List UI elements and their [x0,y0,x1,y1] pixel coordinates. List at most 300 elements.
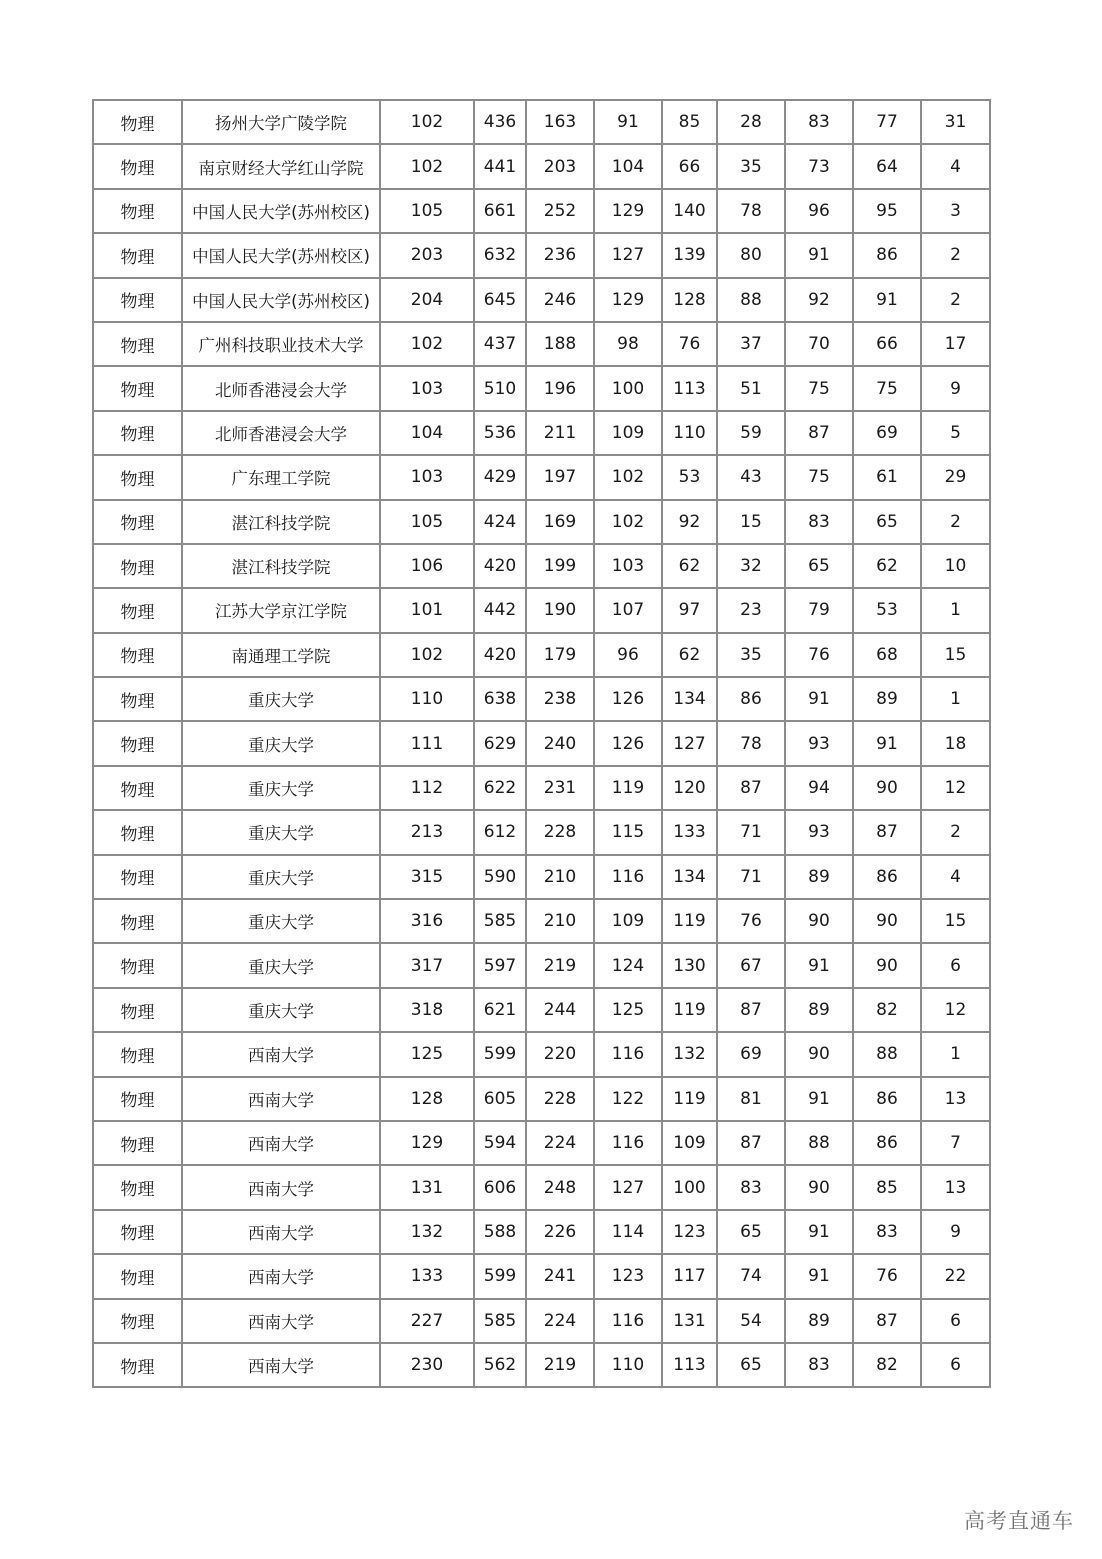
score-cell-d: 87 [717,988,785,1032]
score-cell-b: 125 [594,988,662,1032]
score-cell-e: 79 [785,588,853,632]
score-cell-f: 85 [853,1165,921,1209]
score-cell-f: 77 [853,100,921,144]
school-cell: 广东理工学院 [182,455,380,499]
major-group-cell: 227 [380,1299,474,1343]
school-cell: 西南大学 [182,1210,380,1254]
score-cell-d: 28 [717,100,785,144]
count-cell: 4 [921,855,990,899]
total-score-cell: 599 [474,1032,526,1076]
score-cell-d: 37 [717,322,785,366]
major-group-cell: 110 [380,677,474,721]
count-cell: 12 [921,766,990,810]
score-cell-a: 244 [526,988,594,1032]
score-cell-e: 75 [785,366,853,410]
table-row [93,588,990,632]
table-row [93,1121,990,1165]
subject-cell: 物理 [93,1121,182,1165]
total-score-cell: 510 [474,366,526,410]
score-cell-d: 86 [717,677,785,721]
score-cell-c: 110 [662,411,717,455]
score-cell-f: 90 [853,943,921,987]
total-score-cell: 629 [474,721,526,765]
score-cell-e: 73 [785,144,853,188]
score-cell-e: 91 [785,677,853,721]
table-row [93,899,990,943]
count-cell: 13 [921,1165,990,1209]
count-cell: 4 [921,144,990,188]
score-cell-b: 126 [594,721,662,765]
score-cell-f: 90 [853,766,921,810]
count-cell: 9 [921,1210,990,1254]
score-cell-f: 86 [853,1121,921,1165]
score-cell-f: 65 [853,500,921,544]
score-cell-a: 188 [526,322,594,366]
count-cell: 18 [921,721,990,765]
school-cell: 重庆大学 [182,988,380,1032]
major-group-cell: 316 [380,899,474,943]
table-row [93,233,990,277]
major-group-cell: 102 [380,144,474,188]
subject-cell: 物理 [93,855,182,899]
score-cell-b: 127 [594,1165,662,1209]
score-cell-e: 91 [785,1210,853,1254]
major-group-cell: 105 [380,189,474,233]
table-row [93,544,990,588]
score-cell-f: 89 [853,677,921,721]
score-cell-e: 90 [785,1032,853,1076]
score-cell-d: 78 [717,721,785,765]
major-group-cell: 318 [380,988,474,1032]
count-cell: 13 [921,1077,990,1121]
score-cell-a: 219 [526,943,594,987]
score-cell-f: 88 [853,1032,921,1076]
score-cell-c: 109 [662,1121,717,1165]
score-cell-d: 32 [717,544,785,588]
score-cell-e: 88 [785,1121,853,1165]
score-cell-c: 134 [662,855,717,899]
table-row [93,766,990,810]
score-cell-c: 120 [662,766,717,810]
table-row [93,1343,990,1387]
school-cell: 重庆大学 [182,677,380,721]
total-score-cell: 436 [474,100,526,144]
school-cell: 扬州大学广陵学院 [182,100,380,144]
score-cell-a: 196 [526,366,594,410]
total-score-cell: 585 [474,1299,526,1343]
score-cell-d: 35 [717,633,785,677]
count-cell: 15 [921,899,990,943]
subject-cell: 物理 [93,1343,182,1387]
table-row [93,278,990,322]
total-score-cell: 597 [474,943,526,987]
total-score-cell: 612 [474,810,526,854]
score-cell-e: 75 [785,455,853,499]
score-cell-c: 119 [662,1077,717,1121]
school-cell: 重庆大学 [182,943,380,987]
score-cell-d: 87 [717,766,785,810]
score-cell-f: 86 [853,855,921,899]
score-cell-a: 210 [526,855,594,899]
subject-cell: 物理 [93,677,182,721]
school-cell: 西南大学 [182,1254,380,1298]
score-cell-b: 129 [594,189,662,233]
score-cell-b: 102 [594,500,662,544]
score-cell-b: 119 [594,766,662,810]
major-group-cell: 131 [380,1165,474,1209]
score-cell-c: 119 [662,899,717,943]
school-cell: 重庆大学 [182,855,380,899]
score-cell-d: 80 [717,233,785,277]
major-group-cell: 125 [380,1032,474,1076]
score-cell-a: 231 [526,766,594,810]
score-cell-b: 123 [594,1254,662,1298]
major-group-cell: 204 [380,278,474,322]
total-score-cell: 606 [474,1165,526,1209]
score-cell-b: 100 [594,366,662,410]
subject-cell: 物理 [93,1165,182,1209]
school-cell: 西南大学 [182,1165,380,1209]
score-cell-b: 122 [594,1077,662,1121]
table-row [93,1077,990,1121]
total-score-cell: 632 [474,233,526,277]
major-group-cell: 230 [380,1343,474,1387]
major-group-cell: 103 [380,366,474,410]
school-cell: 北师香港浸会大学 [182,366,380,410]
score-cell-c: 119 [662,988,717,1032]
score-cell-e: 93 [785,721,853,765]
total-score-cell: 420 [474,633,526,677]
score-cell-b: 115 [594,810,662,854]
score-cell-c: 113 [662,366,717,410]
table-row [93,677,990,721]
total-score-cell: 638 [474,677,526,721]
major-group-cell: 105 [380,500,474,544]
major-group-cell: 111 [380,721,474,765]
score-cell-c: 53 [662,455,717,499]
table-row [93,455,990,499]
score-cell-c: 127 [662,721,717,765]
score-cell-c: 97 [662,588,717,632]
major-group-cell: 129 [380,1121,474,1165]
school-cell: 重庆大学 [182,899,380,943]
score-cell-e: 65 [785,544,853,588]
score-cell-d: 65 [717,1343,785,1387]
score-cell-a: 220 [526,1032,594,1076]
subject-cell: 物理 [93,1299,182,1343]
score-cell-d: 54 [717,1299,785,1343]
table-row [93,189,990,233]
score-cell-b: 91 [594,100,662,144]
score-cell-a: 210 [526,899,594,943]
score-cell-e: 93 [785,810,853,854]
score-cell-b: 124 [594,943,662,987]
score-cell-d: 65 [717,1210,785,1254]
score-cell-a: 169 [526,500,594,544]
score-cell-b: 102 [594,455,662,499]
score-cell-c: 76 [662,322,717,366]
score-cell-b: 107 [594,588,662,632]
table-row [93,1254,990,1298]
score-cell-c: 130 [662,943,717,987]
school-cell: 西南大学 [182,1299,380,1343]
score-cell-e: 83 [785,1343,853,1387]
subject-cell: 物理 [93,544,182,588]
count-cell: 31 [921,100,990,144]
total-score-cell: 594 [474,1121,526,1165]
total-score-cell: 621 [474,988,526,1032]
score-cell-f: 75 [853,366,921,410]
table-row [93,855,990,899]
table-row [93,411,990,455]
score-cell-d: 23 [717,588,785,632]
score-cell-d: 81 [717,1077,785,1121]
score-cell-e: 92 [785,278,853,322]
total-score-cell: 605 [474,1077,526,1121]
table-row [93,366,990,410]
score-cell-c: 133 [662,810,717,854]
major-group-cell: 102 [380,100,474,144]
score-cell-f: 53 [853,588,921,632]
subject-cell: 物理 [93,721,182,765]
total-score-cell: 590 [474,855,526,899]
score-cell-f: 76 [853,1254,921,1298]
total-score-cell: 562 [474,1343,526,1387]
table-row [93,810,990,854]
score-cell-f: 90 [853,899,921,943]
score-cell-b: 116 [594,1299,662,1343]
count-cell: 1 [921,1032,990,1076]
major-group-cell: 128 [380,1077,474,1121]
score-cell-b: 98 [594,322,662,366]
school-cell: 广州科技职业技术大学 [182,322,380,366]
table-row [93,633,990,677]
major-group-cell: 132 [380,1210,474,1254]
score-cell-c: 117 [662,1254,717,1298]
score-cell-c: 139 [662,233,717,277]
score-cell-a: 219 [526,1343,594,1387]
score-cell-a: 228 [526,810,594,854]
score-cell-b: 109 [594,899,662,943]
score-cell-e: 76 [785,633,853,677]
score-cell-a: 248 [526,1165,594,1209]
score-cell-f: 86 [853,1077,921,1121]
school-cell: 西南大学 [182,1343,380,1387]
school-cell: 中国人民大学(苏州校区) [182,233,380,277]
score-cell-f: 61 [853,455,921,499]
count-cell: 2 [921,810,990,854]
subject-cell: 物理 [93,366,182,410]
score-cell-d: 76 [717,899,785,943]
score-cell-f: 87 [853,1299,921,1343]
subject-cell: 物理 [93,588,182,632]
score-cell-a: 190 [526,588,594,632]
score-cell-c: 85 [662,100,717,144]
score-cell-d: 51 [717,366,785,410]
score-cell-f: 83 [853,1210,921,1254]
school-cell: 南通理工学院 [182,633,380,677]
score-cell-e: 90 [785,1165,853,1209]
subject-cell: 物理 [93,455,182,499]
score-cell-c: 134 [662,677,717,721]
subject-cell: 物理 [93,233,182,277]
major-group-cell: 102 [380,322,474,366]
count-cell: 6 [921,1343,990,1387]
major-group-cell: 106 [380,544,474,588]
subject-cell: 物理 [93,278,182,322]
score-cell-f: 68 [853,633,921,677]
score-cell-f: 82 [853,988,921,1032]
table-row [93,100,990,144]
subject-cell: 物理 [93,1254,182,1298]
score-cell-a: 252 [526,189,594,233]
score-cell-a: 197 [526,455,594,499]
score-cell-a: 224 [526,1121,594,1165]
score-cell-e: 94 [785,766,853,810]
score-cell-c: 113 [662,1343,717,1387]
subject-cell: 物理 [93,500,182,544]
score-cell-d: 35 [717,144,785,188]
school-cell: 重庆大学 [182,721,380,765]
major-group-cell: 101 [380,588,474,632]
school-cell: 湛江科技学院 [182,544,380,588]
subject-cell: 物理 [93,1210,182,1254]
table-row [93,500,990,544]
score-cell-f: 91 [853,721,921,765]
school-cell: 西南大学 [182,1121,380,1165]
score-cell-b: 116 [594,1121,662,1165]
score-cell-e: 90 [785,899,853,943]
count-cell: 2 [921,278,990,322]
score-cell-a: 226 [526,1210,594,1254]
total-score-cell: 442 [474,588,526,632]
total-score-cell: 429 [474,455,526,499]
table-row [93,1032,990,1076]
major-group-cell: 133 [380,1254,474,1298]
score-cell-a: 211 [526,411,594,455]
subject-cell: 物理 [93,633,182,677]
subject-cell: 物理 [93,988,182,1032]
table-row [93,144,990,188]
score-cell-d: 83 [717,1165,785,1209]
school-cell: 北师香港浸会大学 [182,411,380,455]
watermark-text: 高考直通车 [964,1509,1074,1533]
score-cell-b: 126 [594,677,662,721]
subject-cell: 物理 [93,411,182,455]
score-cell-c: 123 [662,1210,717,1254]
table-row [93,1210,990,1254]
total-score-cell: 536 [474,411,526,455]
score-cell-b: 116 [594,855,662,899]
score-cell-a: 179 [526,633,594,677]
score-cell-d: 67 [717,943,785,987]
score-cell-b: 110 [594,1343,662,1387]
table-body [93,100,990,1387]
score-cell-f: 91 [853,278,921,322]
score-cell-c: 128 [662,278,717,322]
major-group-cell: 102 [380,633,474,677]
score-cell-b: 114 [594,1210,662,1254]
subject-cell: 物理 [93,322,182,366]
score-cell-f: 62 [853,544,921,588]
total-score-cell: 437 [474,322,526,366]
score-cell-b: 129 [594,278,662,322]
score-cell-c: 92 [662,500,717,544]
school-cell: 南京财经大学红山学院 [182,144,380,188]
score-cell-e: 91 [785,1077,853,1121]
count-cell: 6 [921,1299,990,1343]
score-cell-e: 89 [785,855,853,899]
school-cell: 中国人民大学(苏州校区) [182,189,380,233]
score-cell-a: 241 [526,1254,594,1298]
score-cell-a: 236 [526,233,594,277]
score-cell-d: 78 [717,189,785,233]
score-cell-b: 103 [594,544,662,588]
subject-cell: 物理 [93,1077,182,1121]
score-cell-c: 62 [662,633,717,677]
score-cell-a: 238 [526,677,594,721]
subject-cell: 物理 [93,144,182,188]
score-cell-a: 224 [526,1299,594,1343]
score-cell-b: 104 [594,144,662,188]
table-row [93,988,990,1032]
major-group-cell: 315 [380,855,474,899]
total-score-cell: 424 [474,500,526,544]
count-cell: 1 [921,588,990,632]
total-score-cell: 420 [474,544,526,588]
score-cell-a: 228 [526,1077,594,1121]
count-cell: 6 [921,943,990,987]
score-cell-b: 96 [594,633,662,677]
score-cell-f: 82 [853,1343,921,1387]
table-row [93,721,990,765]
score-cell-a: 163 [526,100,594,144]
total-score-cell: 622 [474,766,526,810]
score-cell-b: 127 [594,233,662,277]
count-cell: 2 [921,233,990,277]
score-cell-f: 86 [853,233,921,277]
score-cell-d: 71 [717,855,785,899]
subject-cell: 物理 [93,943,182,987]
total-score-cell: 645 [474,278,526,322]
total-score-cell: 441 [474,144,526,188]
score-cell-c: 66 [662,144,717,188]
score-cell-f: 95 [853,189,921,233]
major-group-cell: 213 [380,810,474,854]
score-cell-a: 246 [526,278,594,322]
score-cell-d: 87 [717,1121,785,1165]
count-cell: 7 [921,1121,990,1165]
school-cell: 西南大学 [182,1032,380,1076]
school-cell: 西南大学 [182,1077,380,1121]
score-cell-a: 203 [526,144,594,188]
score-cell-b: 116 [594,1032,662,1076]
score-cell-f: 87 [853,810,921,854]
table-row [93,1299,990,1343]
score-cell-c: 131 [662,1299,717,1343]
subject-cell: 物理 [93,100,182,144]
major-group-cell: 103 [380,455,474,499]
score-cell-d: 15 [717,500,785,544]
major-group-cell: 203 [380,233,474,277]
count-cell: 10 [921,544,990,588]
score-cell-e: 96 [785,189,853,233]
score-cell-c: 140 [662,189,717,233]
subject-cell: 物理 [93,899,182,943]
score-cell-f: 66 [853,322,921,366]
score-cell-c: 62 [662,544,717,588]
score-cell-e: 91 [785,233,853,277]
